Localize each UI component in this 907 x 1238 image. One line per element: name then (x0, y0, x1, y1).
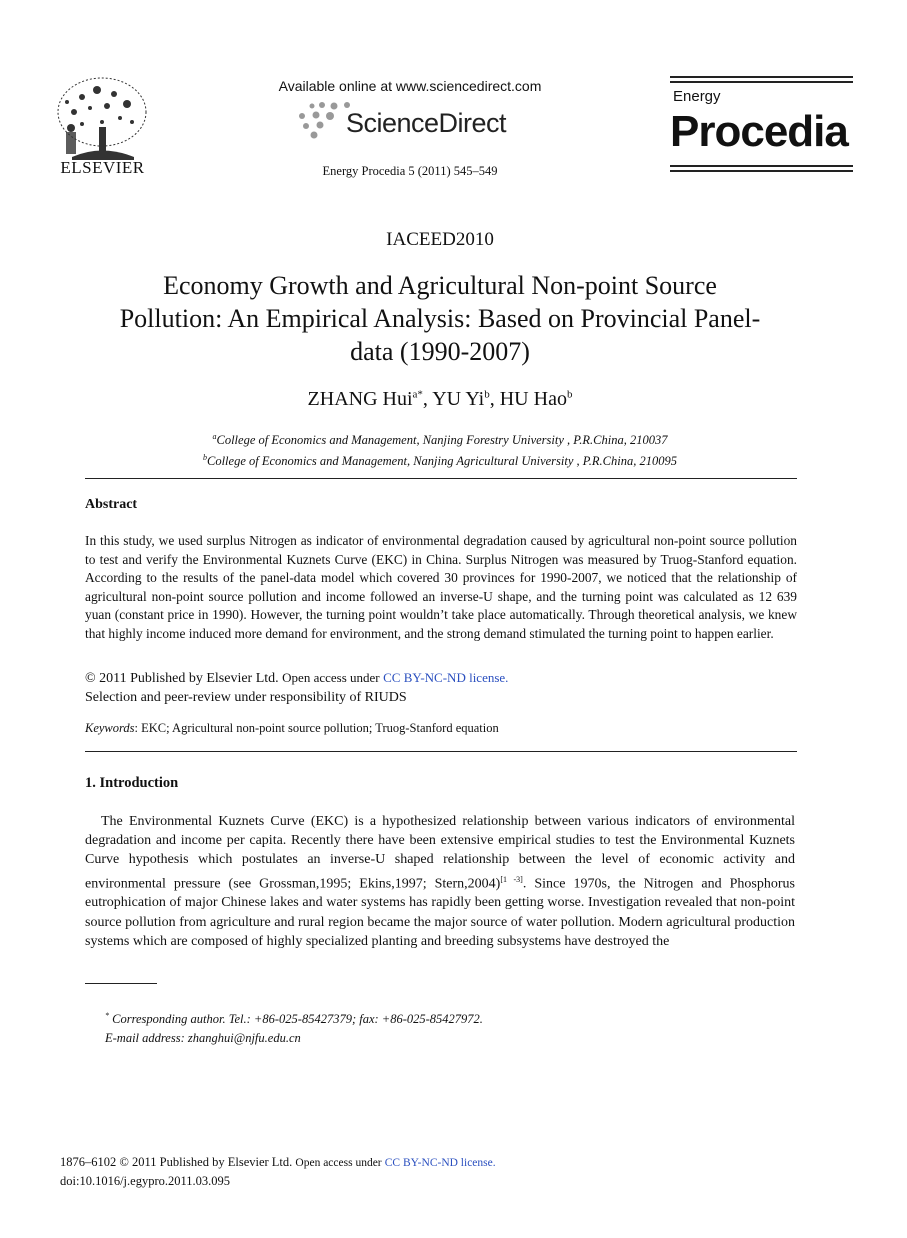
author-sup: b (566, 388, 573, 401)
divider (85, 478, 797, 479)
footnotes: * Corresponding author. Tel.: +86-025-85427379; fax: +86-025-85427972. E-mail address: zhanghui@njfu.edu.cn (105, 1006, 483, 1048)
keywords-label: Keywords (85, 721, 135, 735)
paper-title: Economy Growth and Agricultural Non-point Source Pollution: An Empirical Analysis: Based on Provincial Panel-data (1990-2007) (119, 271, 761, 366)
abstract-body: In this study, we used surplus Nitrogen as indicator of environmental degradation caused by agricultural non-point source pollution to test and verify the Environmental Kuznets Curve (EKC) in China. Surplus Nitrogen was measured by Truog-Stanford equation. According to the results of the panel-data model which covered 30 provinces for 1990-2007, we noticed that the relationship of agricultural non-point source pollution and income followed an inverse-U shape, and the turning point was calculated as 12 639 yuan (constant price in 1990). However, the turning point wouldn’t take place automatically. Through theoretical analysis, we knew that highly income induced more demand for environment, and the strong demand stimulated the turning point to happen earlier. (85, 533, 797, 641)
publisher-name: ELSEVIER (60, 158, 145, 177)
footer-info (60, 1153, 496, 1190)
affiliations (100, 428, 780, 470)
conference-name: IACEED2010 (386, 229, 494, 250)
sciencedirect-logo-text: ScienceDirect (346, 108, 507, 138)
keywords-list: : EKC; Agricultural non-point source pollution; Truog-Stanford equation (134, 721, 499, 735)
affiliation: $^a$College of Economics and Management, Nanjing Forestry University , P.R.China, 210037 (212, 432, 668, 448)
journal-logo-bottom-rules (670, 165, 853, 175)
intro-paragraph: The Environmental Kuznets Curve (EKC) is a hypothesized relationship between various indicators of environmental degradation and income per capita. Recently there have been extensive empirical studies to test the Environmental Kuznets Curve hypothesis which postulates an inverse-U shaped relationship between the level of economic activity and environmental pressure (see Grossman,1995; Ekins,1997; Stern,2004)[1 -3]. Since 1970s, the Nitrogen and Phosphorus eutrophication of major Chinese lakes and water systems has rapidly been getting worse. Investigation revealed that non-point source pollution from agriculture and rural region became the major source of water pollution. Modern agricultural production systems which are composed of highly specialized planting and breeding subsystems have destroyed the (85, 814, 795, 949)
issn-copyright: 1876–6102 © 2011 Published by Elsevier Ltd. (60, 1155, 293, 1169)
author-name: YU Yi (432, 388, 485, 410)
author-sup: a* (412, 388, 423, 401)
footnote-rule (85, 983, 157, 984)
author-list: ZHANG Hui$^{a*}$, YU Yi$^b$, HU Hao$^b$ (307, 388, 573, 410)
author-sup: b (484, 388, 490, 401)
citation: [1 -3] (500, 874, 523, 884)
author-name: ZHANG Hui (307, 388, 413, 410)
affiliation: $^b$College of Economics and Management, Nanjing Agricultural University , P.R.China, 210095 (203, 453, 677, 469)
journal-logo-top-rules (670, 76, 853, 86)
license-link[interactable]: CC BY-NC-ND license. (383, 670, 509, 685)
footer-open-access: Open access under (295, 1157, 382, 1169)
copyright-block (85, 668, 508, 707)
available-online-text: Available online at www.sciencedirect.com (278, 78, 542, 94)
corresponding-author: Corresponding author. Tel.: +86-025-85427379; fax: +86-025-85427972. (112, 1012, 483, 1027)
author-name: HU Hao (499, 388, 567, 410)
open-access-text: Open access under (282, 670, 380, 685)
copyright-text: © 2011 Published by Elsevier Ltd. (85, 671, 279, 686)
divider (85, 751, 797, 752)
footer-license-link[interactable]: CC BY-NC-ND license. (384, 1157, 496, 1169)
journal-reference: Energy Procedia 5 (2011) 545–549 (322, 164, 498, 178)
section-heading: 1. Introduction (85, 775, 179, 791)
abstract-heading: Abstract (85, 497, 138, 512)
email-address: E-mail address: zhanghui@njfu.edu.cn (105, 1031, 301, 1046)
journal-logo-big: Procedia (670, 107, 848, 156)
review-text: Selection and peer-review under responsibility of RIUDS (85, 690, 407, 705)
doi: doi:10.1016/j.egypro.2011.03.095 (60, 1174, 231, 1188)
journal-logo-small: Energy (673, 88, 721, 105)
keywords (85, 721, 499, 736)
